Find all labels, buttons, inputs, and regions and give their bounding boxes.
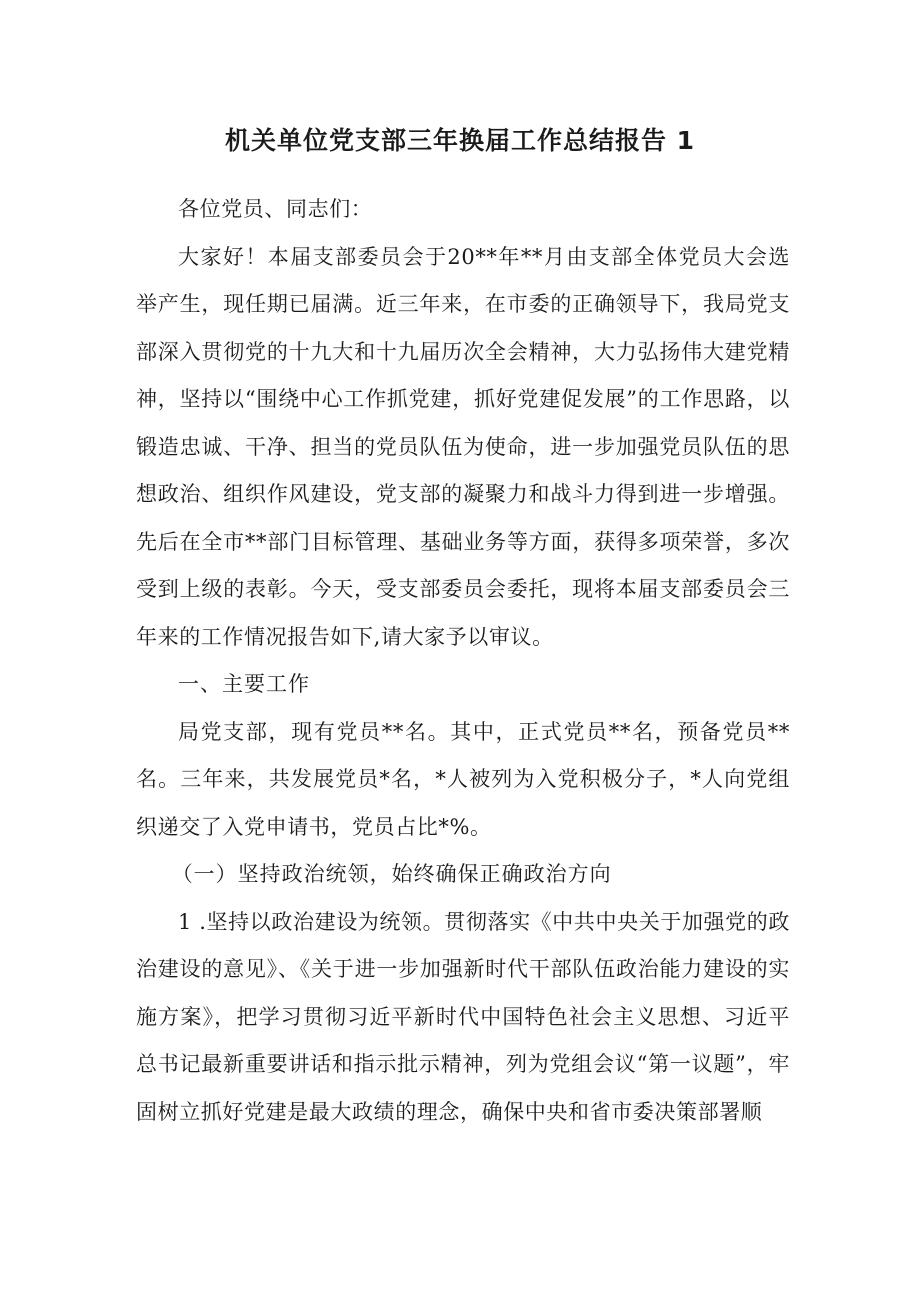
- membership-paragraph: 局党支部，现有党员**名。其中，正式党员**名，预备党员**名。三年来，共发展党员*名，*人被列为入党积极分子，*人向党组织递交了入党申请书，党员占比*%。: [136, 719, 790, 839]
- document-body: [136, 186, 790, 1136]
- subsection-heading: （一）坚持政治统领，始终确保正确政治方向: [171, 862, 612, 886]
- intro-paragraph: 大家好！本届支部委员会于20**年**月由支部全体党员大会选举产生，现任期已届满。近三年来，在市委的正确领导下，我局党支部深入贯彻党的十九大和十九届历次全会精神，大力弘扬伟大建党精神，坚持以“围绕中心工作抓党建，抓好党建促发展”的工作思路，以锻造忠诚、干净、担当的党员队伍为使命，进一步加强党员队伍的思想政治、组织作风建设，党支部的凝聚力和战斗力得到进一步增强。先后在全市**部门目标管理、基础业务等方面，获得多项荣誉，多次受到上级的表彰。今天，受支部委员会委托，现将本届支部委员会三年来的工作情况报告如下,请大家予以审议。: [136, 244, 790, 649]
- political-building-paragraph: 1 .坚持以政治建设为统领。贯彻落实《中共中央关于加强党的政治建设的意见》、《关于进一步加强新时代干部队伍政治能力建设的实施方案》，把学习贯彻习近平新时代中国特色社会主义思想、习近平总书记最新重要讲话和指示批示精神，列为党组会议“第一议题”，牢固树立抓好党建是最大政绩的理念，确保中央和省市委决策部署顺: [136, 909, 790, 1124]
- salutation-paragraph: 各位党员、同志们：: [178, 197, 373, 221]
- document-title: 机关单位党支部三年换届工作总结报告 1: [224, 126, 696, 155]
- section-heading: 一、主要工作: [178, 672, 310, 696]
